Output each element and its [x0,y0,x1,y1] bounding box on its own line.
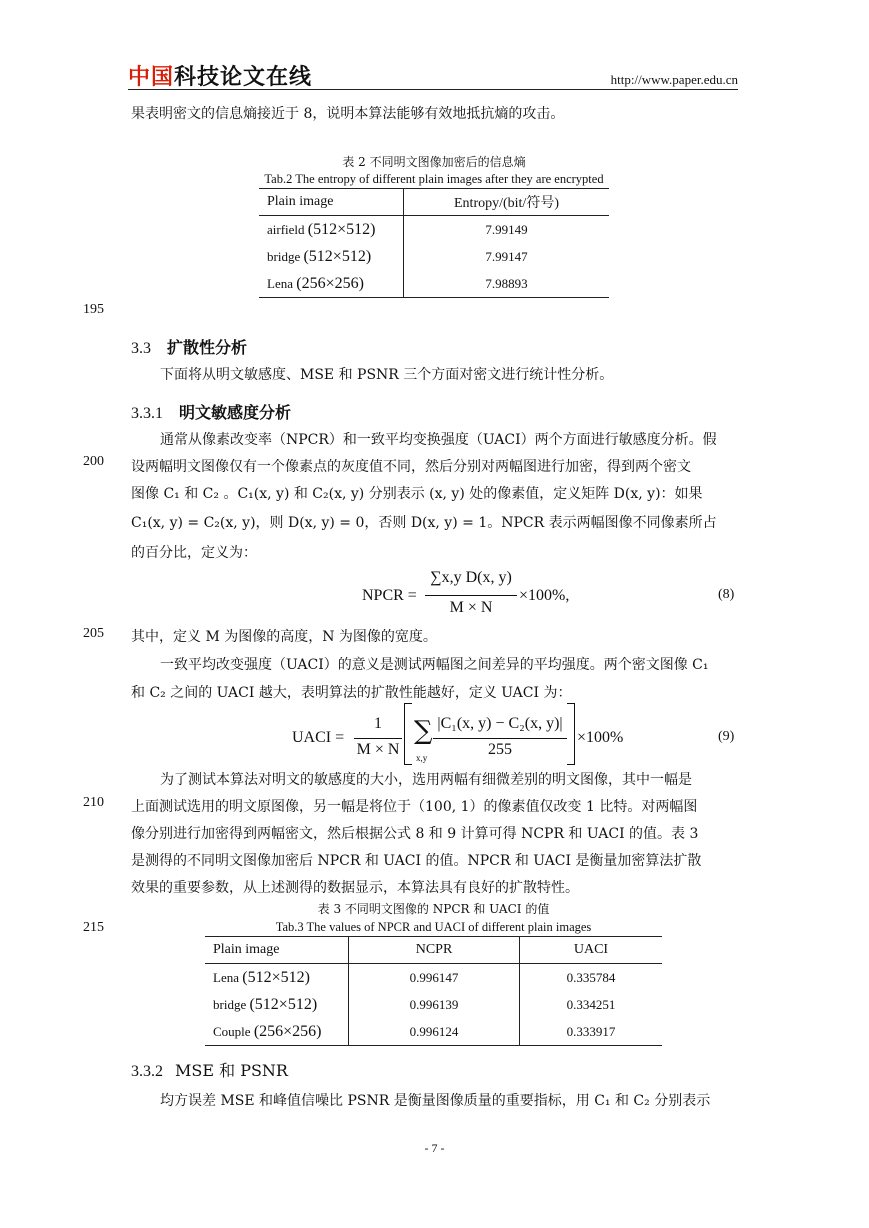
paragraph-line: 是测得的不同明文图像加密后 NPCR 和 UACI 的值。NPCR 和 UACI 是衡量加密算法扩散 [131,853,702,869]
table3-cell-image: Lena (512×512) [205,964,349,992]
eq8-denominator: M × N [449,599,493,616]
line-number-210: 210 [83,795,104,810]
eq8-numerator: ∑x,y D(x, y) [430,569,512,586]
eq9-lhs: UACI = [292,729,345,746]
table3-cell-ncpr: 0.996147 [349,964,520,992]
table2-cell-image: bridge (512×512) [259,243,404,270]
paragraph-line: 图像 C₁ 和 C₂ 。C₁(x, y) 和 C₂(x, y) 分别表示 (x, y) 处的像素值，定义矩阵 D(x, y)：如果 [131,486,703,502]
section-3-3-1-heading: 3.3.1 明文敏感度分析 [131,403,292,422]
section-3-3-2-heading: 3.3.2 MSE 和 PSNR [131,1061,288,1080]
eq9-left-bracket [404,703,412,765]
table-row [205,964,662,992]
table3-header-ncpr: NCPR [349,937,520,964]
line-number-215: 215 [83,920,104,935]
paragraph-line: 设两幅明文图像仅有一个像素点的灰度值不同，然后分别对两幅图进行加密，得到两个密文 [131,459,691,475]
table2-cell-entropy: 7.99149 [485,221,528,237]
logo-black-part: 科技论文在线 [174,65,313,90]
eq9-tail: ×100% [577,729,624,746]
table2-caption-en: Tab.2 The entropy of different plain images after they are encrypted [264,172,604,186]
table3-cell-uaci: 0.334251 [566,996,616,1012]
journal-logo [128,60,312,91]
paragraph-line: 为了测试本算法对明文的敏感度的大小，选用两幅有细微差别的明文图像，其中一幅是 [160,772,692,788]
eq9-frac2-denominator: 255 [488,741,512,758]
eq9-frac1-numerator: 1 [374,715,382,732]
table3 [205,936,662,1046]
page-number: - 7 - [424,1141,445,1155]
section-3-3-text: 下面将从明文敏感度、MSE 和 PSNR 三个方面对密文进行统计性分析。 [160,367,614,383]
eq9-sum-symbol: ∑ [414,716,433,746]
table-row [259,243,609,270]
eq8-fraction-bar [425,595,517,596]
eq9-frac2-numerator: |C₁(x, y) − C₂(x, y)| [437,715,563,732]
header-url[interactable]: http://www.paper.edu.cn [610,72,738,87]
table3-cell-image: bridge (512×512) [205,991,349,1018]
table-row [205,991,662,1018]
paragraph-line: 和 C₂ 之间的 UACI 越大，表明算法的扩散性能越好，定义 UACI 为： [131,685,572,701]
line-number-195: 195 [83,302,104,317]
paragraph-line: 的百分比，定义为： [131,545,257,561]
table3-cell-uaci: 0.333917 [566,1023,616,1039]
paragraph-line: 上面测试选用的明文原图像，另一幅是将位于（100, 1）的像素值仅改变 1 比特。对两幅图 [131,799,698,815]
line-number-200: 200 [83,454,104,469]
section-3-3-2-text: 均方误差 MSE 和峰值信噪比 PSNR 是衡量图像质量的重要指标，用 C₁ 和 C₂ 分别表示 [160,1093,711,1109]
paragraph-line: 像分别进行加密得到两幅密文，然后根据公式 8 和 9 计算可得 NCPR 和 UACI 的值。表 3 [131,826,699,842]
intro-line: 果表明密文的信息熵接近于 8，说明本算法能够有效地抵抗熵的攻击。 [131,106,565,122]
table3-caption-en: Tab.3 The values of NPCR and UACI of different plain images [275,920,592,934]
eq9-frac1-bar [354,738,402,739]
eq9-frac1-denominator: M × N [356,741,400,758]
table3-header-plain: Plain image [205,937,349,964]
table3-cell-ncpr: 0.996124 [349,1018,520,1046]
paragraph-line: 其中，定义 M 为图像的高度，N 为图像的宽度。 [131,629,437,645]
table3-header-uaci: UACI [573,942,609,957]
table2 [259,188,609,298]
table2-cell-entropy: 7.99147 [485,248,528,264]
eq9-frac2-bar [433,738,567,739]
eq9-label: (9) [718,729,735,744]
line-number-205: 205 [83,626,104,641]
eq8-tail: ×100%, [519,587,570,604]
eq9-right-bracket [567,703,575,765]
table-row [205,1018,662,1046]
table2-header-plain: Plain image [259,189,404,216]
paragraph-line: 效果的重要参数，从上述测得的数据显示，本算法具有良好的扩散特性。 [131,880,579,896]
table2-cell-entropy: 7.98893 [485,275,528,291]
table2-cell-image: Lena (256×256) [259,270,404,298]
eq8-label: (8) [718,587,735,602]
table3-cell-ncpr: 0.996139 [349,991,520,1018]
eq8-lhs: NPCR = [362,587,417,604]
logo-red-part: 中国 [128,65,175,90]
table2-caption-cn: 表 2 不同明文图像加密后的信息熵 [342,155,526,169]
section-3-3-heading: 3.3 扩散性分析 [131,338,248,357]
table-row [259,216,609,244]
table3-cell-uaci: 0.335784 [566,969,616,985]
table2-cell-image: airfield (512×512) [259,216,404,244]
paragraph-line: C₁(x, y) = C₂(x, y)，则 D(x, y) = 0，否则 D(x, y) = 1。NPCR 表示两幅图像不同像素所占 [131,515,717,531]
table2-header-entropy: Entropy/(bit/符号) [454,196,559,211]
paragraph-line: 通常从像素改变率（NPCR）和一致平均变换强度（UACI）两个方面进行敏感度分析。假 [160,432,717,448]
table3-cell-image: Couple (256×256) [205,1018,349,1046]
paragraph-line: 一致平均改变强度（UACI）的意义是测试两幅图之间差异的平均强度。两个密文图像 C₁ [160,657,709,673]
header-rule [128,89,738,90]
table3-caption-cn: 表 3 不同明文图像的 NPCR 和 UACI 的值 [317,902,550,916]
table-row [259,270,609,298]
eq9-sum-subscript: x,y [416,753,428,763]
